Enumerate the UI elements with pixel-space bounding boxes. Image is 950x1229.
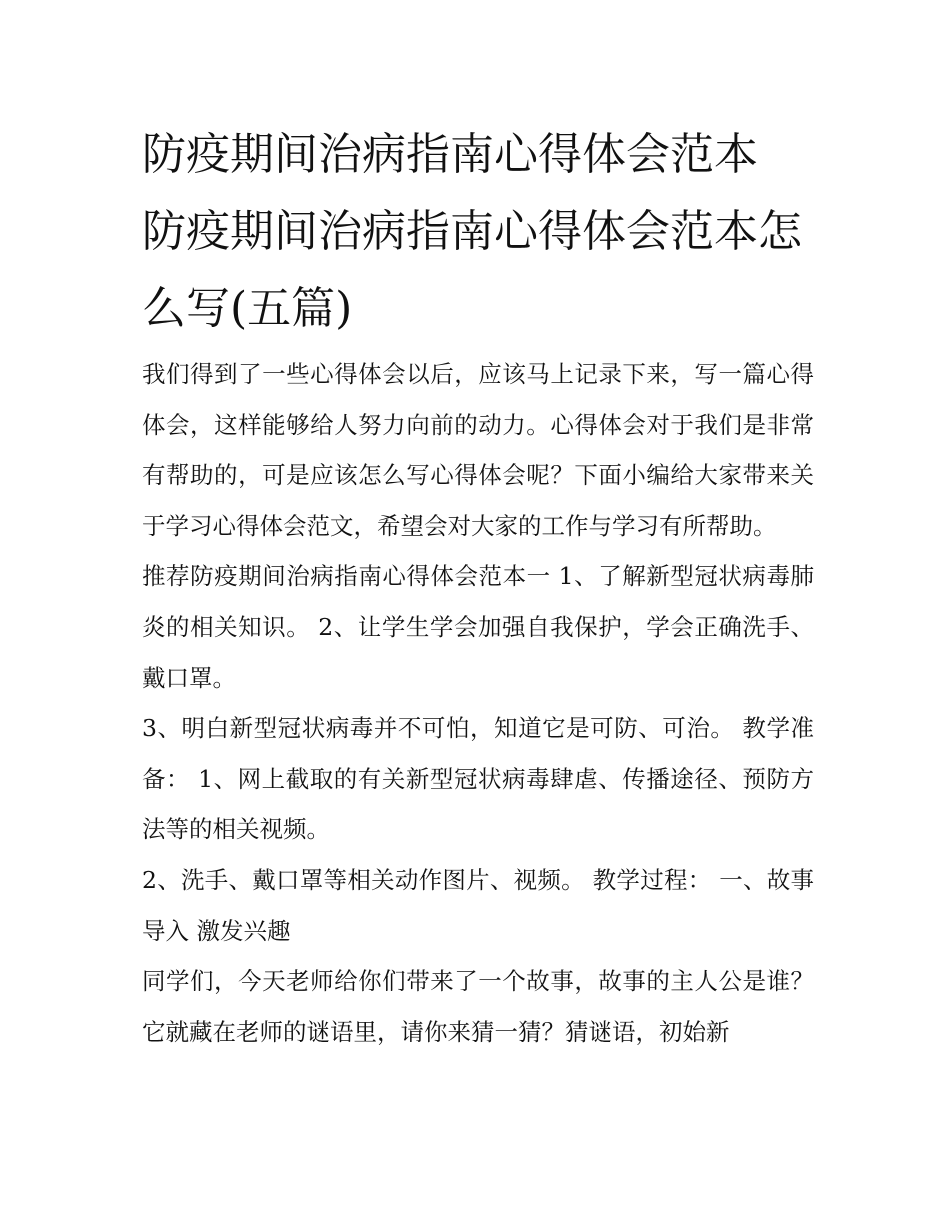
- paragraph-preparation: 3、明白新型冠状病毒并不可怕，知道它是可防、可治。 教学准备： 1、网上截取的有关新型冠状病毒肆虐、传播途径、预防方法等的相关视频。: [142, 714, 814, 844]
- paragraph-story: 同学们，今天老师给你们带来了一个故事，故事的主人公是谁？它就藏在老师的谜语里，请你来猜一猜？猜谜语，初始新: [142, 967, 814, 1046]
- paragraph-intro: 我们得到了一些心得体会以后，应该马上记录下来，写一篇心得体会，这样能够给人努力向前的动力。心得体会对于我们是非常有帮助的，可是应该怎么写心得体会呢？下面小编给大家带来关于学习心得体会范文，希望会对大家的工作与学习有所帮助。: [142, 360, 814, 540]
- paragraph-objectives: 推荐防疫期间治病指南心得体会范本一 1、了解新型冠状病毒肺炎的相关知识。 2、让学生学会加强自我保护，学会正确洗手、戴口罩。: [142, 562, 814, 692]
- document-body: [142, 116, 814, 1057]
- document-title: 防疫期间治病指南心得体会范本 防疫期间治病指南心得体会范本怎么写(五篇): [142, 129, 802, 334]
- paragraph-process: 2、洗手、戴口罩等相关动作图片、视频。 教学过程： 一、故事导入 激发兴趣: [142, 865, 814, 945]
